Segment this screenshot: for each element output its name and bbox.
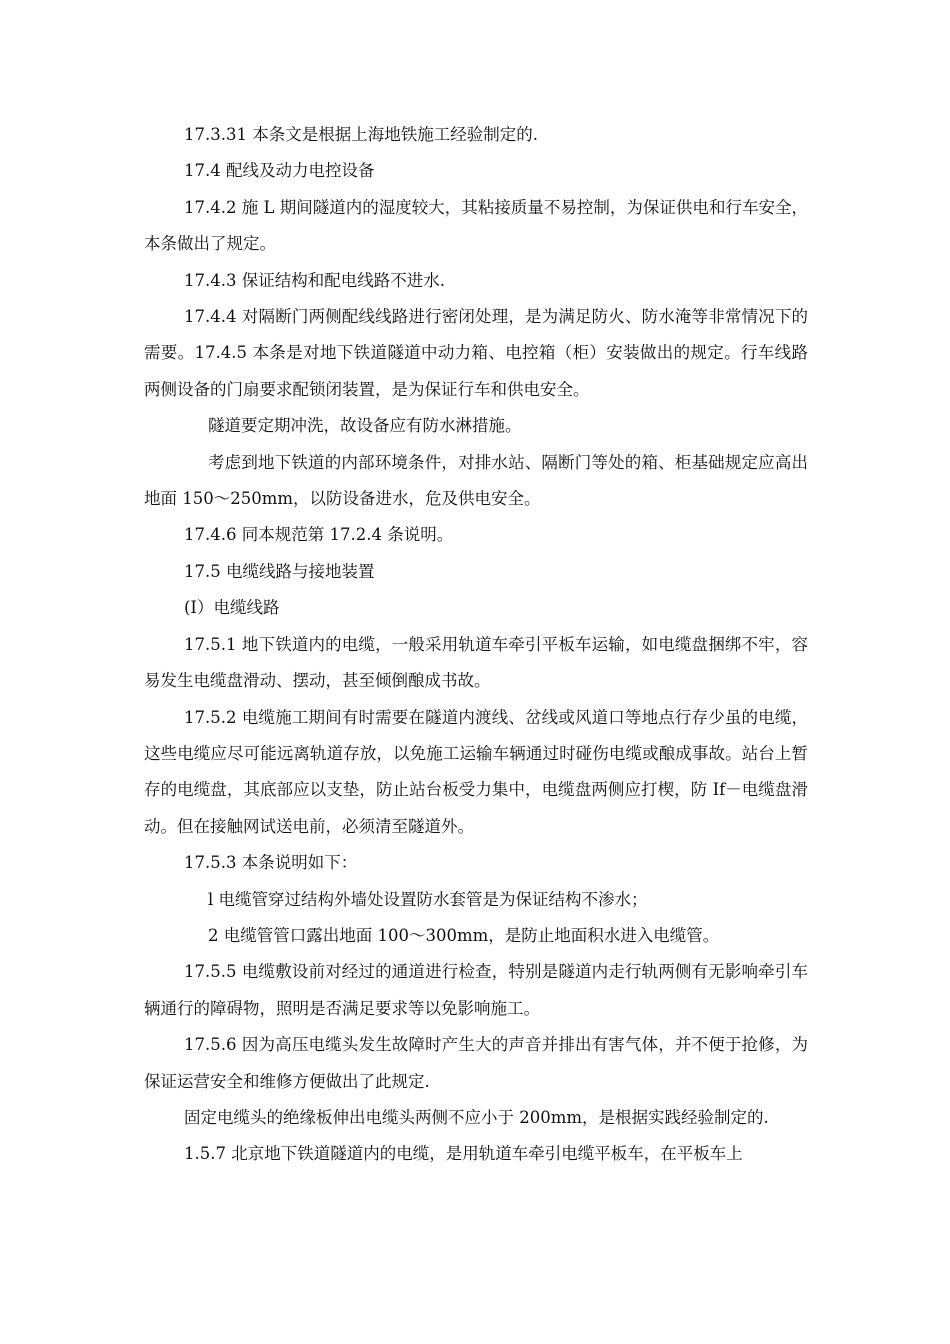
section-heading-17-5: 17.5 电缆线路与接地装置 — [184, 561, 375, 581]
paragraph-17-4-4: 17.4.4 对隔断门两侧配线线路进行密闭处理，是为满足防火、防水淹等非常情况下的需要。17.4.5 本条是对地下铁道隧道中动力箱、电控箱（柜）安装做出的规定。行车线路两侧设备的门扇要求配锁闭装置，是为保证行车和供电安全。 — [144, 307, 808, 399]
section-heading-17-4: 17.4 配线及动力电控设备 — [184, 161, 375, 181]
paragraph-tunnel-flushing: 隧道要定期冲洗，故设备应有防水淋措施。 — [208, 416, 522, 436]
document-body — [144, 117, 808, 1173]
list-item-1: l 电缆管穿过结构外墙处设置防水套管是为保证结构不渗水； — [208, 889, 648, 909]
list-item-2: 2 电缆管管口露出地面 100～300mm，是防止地面积水进入电缆管。 — [208, 925, 720, 945]
paragraph-17-3-31: 17.3.31 本条文是根据上海地铁施工经验制定的. — [184, 125, 538, 144]
paragraph-17-4-6: 17.4.6 同本规范第 17.2.4 条说明。 — [184, 525, 454, 545]
paragraph-17-4-3: 17.4.3 保证结构和配电线路不进水. — [184, 270, 445, 290]
paragraph-17-5-1: 17.5.1 地下铁道内的电缆，一般采用轨道车牵引平板车运输，如电缆盘捆绑不牢，容易发生电缆盘滑动、摆动，甚至倾倒酿成书故。 — [144, 634, 808, 691]
paragraph-17-5-5: 17.5.5 电缆敷设前对经过的通道进行检查，特别是隧道内走行轨两侧有无影响牵引车辆通行的障碍物，照明是否满足要求等以免影响施工。 — [144, 962, 808, 1018]
paragraph-foundation-height: 考虑到地下铁道的内部环境条件，对排水站、隔断门等处的箱、柜基础规定应高出地面 150～250mm，以防设备进水，危及供电安全。 — [144, 452, 808, 509]
paragraph-1-5-7: 1.5.7 北京地下铁道隧道内的电缆，是用轨道车牵引电缆平板车，在平板车上 — [184, 1144, 743, 1164]
paragraph-insulation-board: 固定电缆头的绝缘板伸出电缆头两侧不应小于 200mm，是根据实践经验制定的. — [184, 1107, 769, 1127]
paragraph-17-5-6: 17.5.6 因为高压电缆头发生故障时产生大的声音并排出有害气体，并不便于抢修，为保证运营安全和维修方便做出了此规定. — [144, 1035, 808, 1091]
subsection-heading-cable-lines: (I）电缆线路 — [184, 598, 280, 618]
paragraph-17-5-3: 17.5.3 本条说明如下： — [184, 853, 358, 873]
paragraph-17-5-2: 17.5.2 电缆施工期间有时需要在隧道内渡线、岔线或风道口等地点行存少虽的电缆，这些电缆应尽可能远离轨道存放，以免施工运输车辆通过时碰伤电缆或酿成事故。站台上暂存的电缆盘，其底部应以支垫，防止站台板受力集中，电缆盘两侧应打楔，防 If－电缆盘滑动。但在接触网试送电前，必须清至隧道外。 — [144, 707, 808, 836]
paragraph-17-4-2: 17.4.2 施 L 期间隧道内的湿度较大，其粘接质量不易控制，为保证供电和行车安全，本条做出了规定。 — [144, 197, 808, 254]
